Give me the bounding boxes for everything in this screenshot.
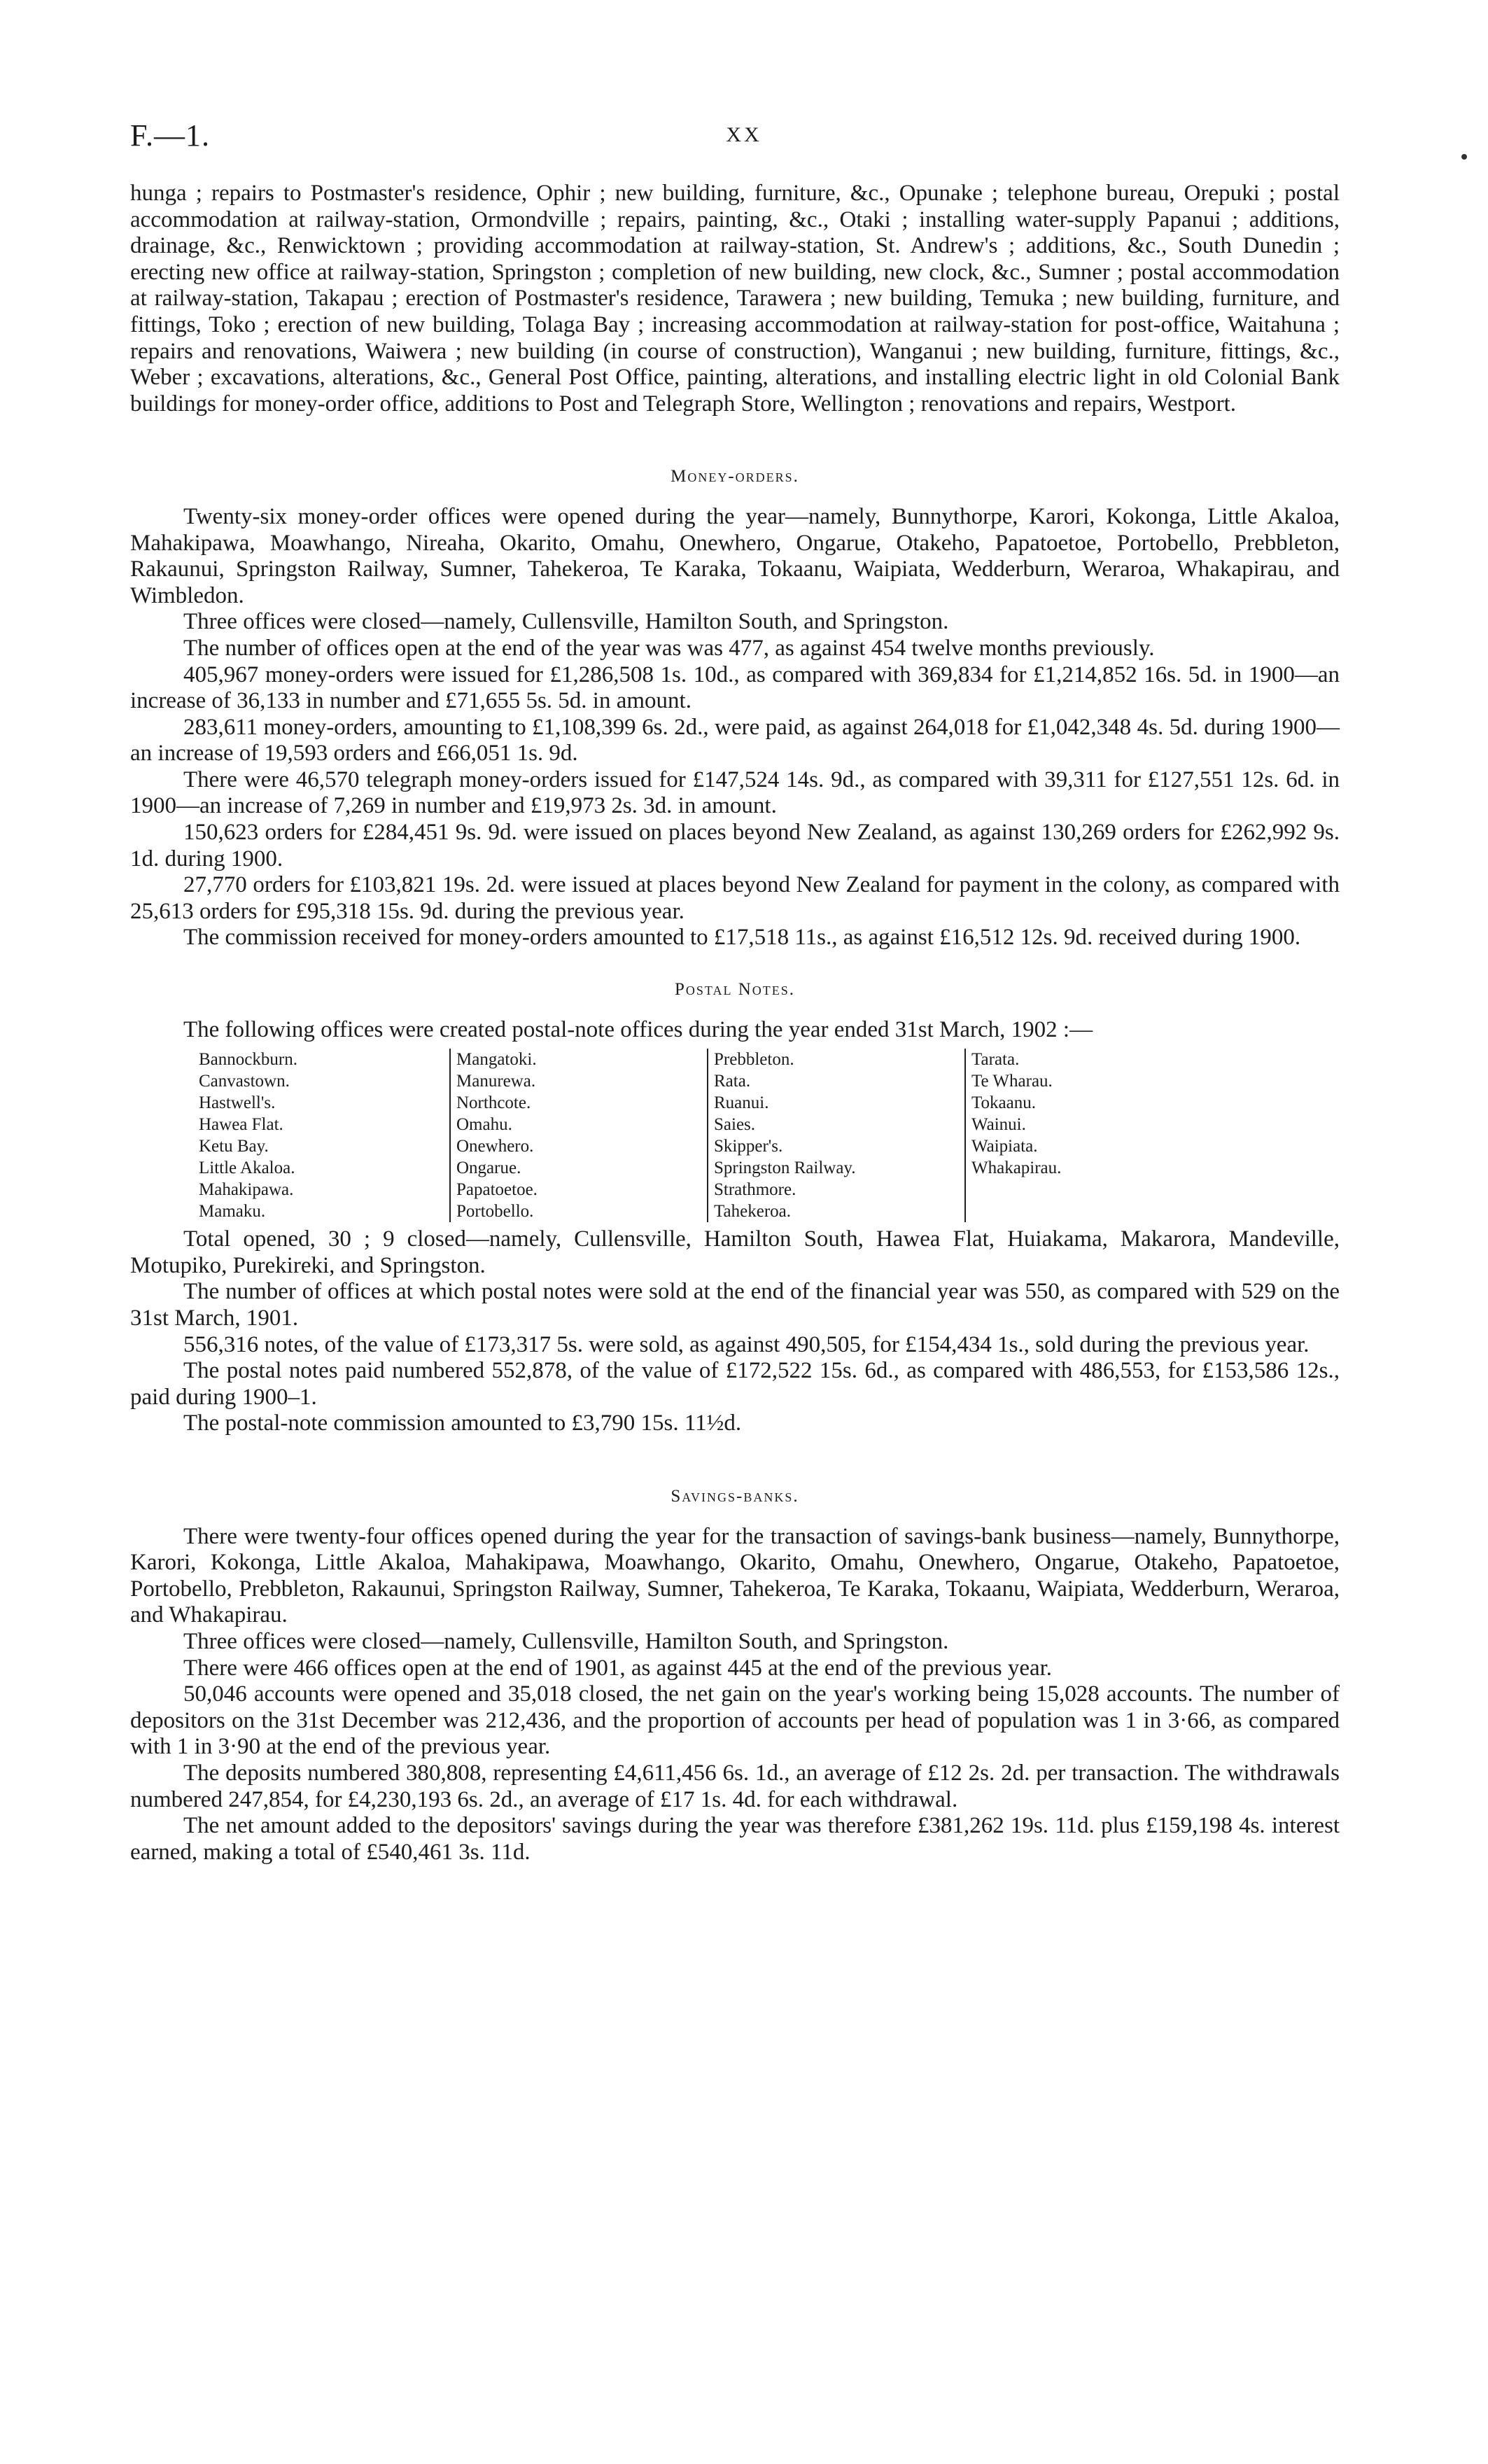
office-name: Northcote. (456, 1093, 531, 1113)
office-name: Mahakipawa. (199, 1180, 294, 1200)
mo-para-3: The number of offices open at the end of the year was was 477, as against 454 twelve months previously. (183, 635, 1155, 661)
page-body (130, 181, 1340, 1865)
office-name: Onewhero. (456, 1137, 534, 1156)
offices-column-1 (193, 1049, 451, 1222)
pn-intro: The following offices were created postal-note offices during the year ended 31st March, 1902 :— (183, 1016, 1093, 1042)
office-name: Portobello. (456, 1202, 534, 1222)
office-name: Prebbleton. (714, 1050, 794, 1070)
offices-column-2 (451, 1049, 708, 1222)
pn-para-3: 556,316 notes, of the value of £173,317 5s. were sold, as against 490,505, for £154,434 1s., sold during the previous year. (183, 1331, 1310, 1357)
intro-paragraph: hunga ; repairs to Postmaster's residence, Ophir ; new building, furniture, &c., Opunake ; telephone bureau, Orepuki ; postal accommodation at railway-station, Ormondville ; repairs, painting, &c., Otaki ; installing water-supply Papanui ; additions, drainage, &c., Renwicktown ; providing accommodation at railway-station, St. Andrew's ; additions, &c., South Dunedin ; erecting new office at railway-station, Springston ; completion of new building, new clock, &c., Sumner ; postal accommodation at railway-station, Takapau ; erection of Postmaster's residence, Tarawera ; new building, Temuka ; new building, furniture, and fittings, Toko ; erection of new building, Tolaga Bay ; increasing accommodation at railway-station for post-office, Waitahuna ; repairs and renovations, Waiwera ; new building (in course of construction), Wanganui ; new building, furniture, fittings, &c., Weber ; excavations, alterations, &c., General Post Office, painting, alterations, and installing electric light in old Colonial Bank buildings for money-order office, additions to Post and Telegraph Store, Wellington ; renovations and repairs, Westport. (130, 181, 1340, 416)
office-name: Rata. (714, 1072, 751, 1091)
office-name: Hawea Flat. (199, 1115, 283, 1135)
mo-para-6: There were 46,570 telegraph money-orders issued for £147,524 14s. 9d., as compared with 39,311 for £127,551 12s. 6d. in 1900—an increase of 7,269 in number and £19,973 2s. 3d. in amount. (130, 766, 1340, 819)
margin-mark (1461, 154, 1467, 160)
postal-notes-heading: Postal Notes. (674, 980, 795, 1000)
mo-para-8: 27,770 orders for £103,821 19s. 2d. were issued at places beyond New Zealand for payment in the colony, as compared with 25,613 orders for £95,318 15s. 9d. during the previous year. (130, 872, 1340, 924)
office-name: Manurewa. (456, 1072, 536, 1091)
sb-para-2: Three offices were closed—namely, Cullensville, Hamilton South, and Springston. (183, 1628, 949, 1654)
office-name: Wainui. (971, 1115, 1026, 1135)
office-name: Tokaanu. (971, 1093, 1036, 1113)
mo-para-2: Three offices were closed—namely, Cullensville, Hamilton South, and Springston. (183, 609, 949, 635)
office-name: Tahekeroa. (714, 1202, 791, 1222)
sb-para-5: The deposits numbered 380,808, representing £4,611,456 6s. 1d., an average of £12 2s. 2d. per transaction. The withdrawals numbered 247,854, for £4,230,193 6s. 2d., an average of £17 1s. 4d. for each withdrawal. (130, 1760, 1340, 1812)
office-name: Tarata. (971, 1050, 1020, 1070)
report-reference: F.—1. (130, 118, 210, 153)
office-name: Te Wharau. (971, 1072, 1053, 1091)
office-name: Papatoetoe. (456, 1180, 538, 1200)
money-orders-heading: Money-orders. (671, 467, 799, 486)
sb-para-3: There were 466 offices open at the end of 1901, as against 445 at the end of the previous year. (183, 1655, 1053, 1681)
mo-para-4: 405,967 money-orders were issued for £1,286,508 1s. 10d., as compared with 369,834 for £1,214,852 16s. 5d. in 1900—an increase of 36,133 in number and £71,655 5s. 5d. in amount. (130, 662, 1340, 714)
office-name: Mamaku. (199, 1202, 266, 1222)
offices-column-3 (708, 1049, 966, 1222)
office-name: Bannockburn. (199, 1050, 297, 1070)
pn-para-2: The number of offices at which postal notes were sold at the end of the financial year was 550, as compared with 529 on the 31st March, 1901. (130, 1279, 1340, 1331)
mo-para-1: Twenty-six money-order offices were opened during the year—namely, Bunnythorpe, Karori, Kokonga, Little Akaloa, Mahakipawa, Moawhango, Nireaha, Okarito, Omahu, Onewhero, Ongarue, Otakeho, Papatoetoe, Portobello, Prebbleton, Rakaunui, Springston Railway, Sumner, Tahekeroa, Te Karaka, Tokaanu, Waipiata, Wedderburn, Weraroa, Whakapirau, and Wimbledon. (130, 503, 1340, 608)
office-name: Whakapirau. (971, 1158, 1062, 1178)
office-name: Saies. (714, 1115, 756, 1135)
mo-para-7: 150,623 orders for £284,451 9s. 9d. were issued on places beyond New Zealand, as against 130,269 orders for £262,992 9s. 1d. during 1900. (130, 820, 1340, 872)
office-name: Springston Railway. (714, 1158, 856, 1178)
office-name: Hastwell's. (199, 1093, 276, 1113)
office-name: Strathmore. (714, 1180, 796, 1200)
office-name: Ongarue. (456, 1158, 521, 1178)
mo-para-9: The commission received for money-orders amounted to £17,518 11s., as against £16,512 12s. 9d. received during 1900. (183, 925, 1301, 951)
page-number: XX (726, 123, 762, 146)
office-name: Mangatoki. (456, 1050, 537, 1070)
office-name: Omahu. (456, 1115, 512, 1135)
office-name: Ruanui. (714, 1093, 769, 1113)
sb-para-1: There were twenty-four offices opened during the year for the transaction of savings-bank business—namely, Bunnythorpe, Karori, Kokonga, Little Akaloa, Mahakipawa, Moawhango, Okarito, Omahu, Onewhero, Ongarue, Otakeho, Papatoetoe, Portobello, Prebbleton, Rakaunui, Springston Railway, Sumner, Tahekeroa, Te Karaka, Tokaanu, Waipiata, Wedderburn, Weraroa, and Whakapirau. (130, 1523, 1340, 1628)
sb-para-6: The net amount added to the depositors' savings during the year was therefore £381,262 19s. 11d. plus £159,198 4s. interest earned, making a total of £540,461 3s. 11d. (130, 1813, 1340, 1865)
pn-para-1: Total opened, 30 ; 9 closed—namely, Cullensville, Hamilton South, Hawea Flat, Huiakama, Makarora, Mandeville, Motupiko, Purekireki, and Springston. (130, 1226, 1340, 1278)
postal-note-offices-table (193, 1049, 1222, 1222)
office-name: Little Akaloa. (199, 1158, 295, 1178)
mo-para-5: 283,611 money-orders, amounting to £1,108,399 6s. 2d., were paid, as against 264,018 for £1,042,348 4s. 5d. during 1900—an increase of 19,593 orders and £66,051 1s. 9d. (130, 714, 1340, 766)
sb-para-4: 50,046 accounts were opened and 35,018 closed, the net gain on the year's working being 15,028 accounts. The number of depositors on the 31st December was 212,436, and the proportion of accounts per head of population was 1 in 3·66, as compared with 1 in 3·90 at the end of the previous year. (130, 1681, 1340, 1760)
office-name: Waipiata. (971, 1137, 1038, 1156)
office-name: Ketu Bay. (199, 1137, 269, 1156)
office-name: Canvastown. (199, 1072, 290, 1091)
savings-banks-heading: Savings-banks. (671, 1486, 799, 1506)
pn-para-4: The postal notes paid numbered 552,878, of the value of £172,522 15s. 6d., as compared with 486,553, for £153,586 12s., paid during 1900–1. (130, 1358, 1340, 1410)
office-name: Skipper's. (714, 1137, 783, 1156)
offices-column-4 (966, 1049, 1222, 1222)
pn-para-5: The postal-note commission amounted to £3,790 15s. 11½d. (183, 1410, 742, 1436)
